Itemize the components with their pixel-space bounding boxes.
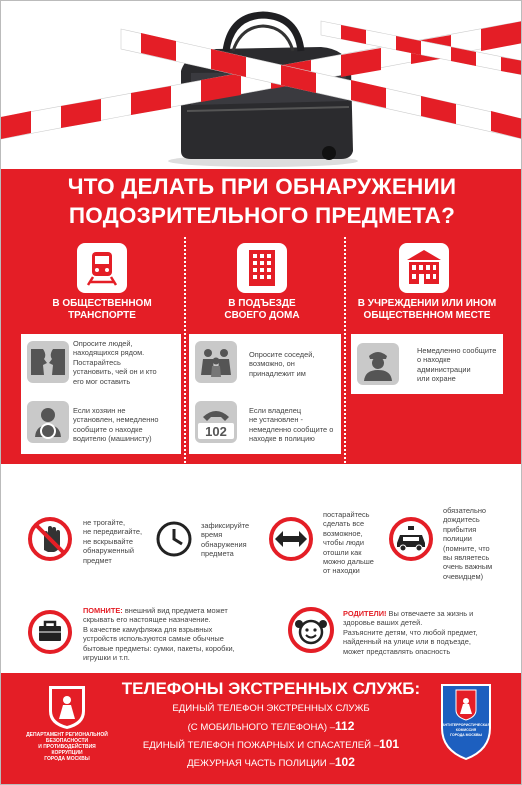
title-line-1: ЧТО ДЕЛАТЬ ПРИ ОБНАРУЖЕНИИ <box>67 174 457 199</box>
hero-illustration <box>1 1 522 169</box>
department-logo-caption: ДЕПАРТАМЕНТ РЕГИОНАЛЬНОЙ БЕЗОПАСНОСТИ И ПРОТИВОДЕЙСТВИЯ КОРРУПЦИИ ГОРОДА МОСКВЫ <box>26 732 108 762</box>
phone-number-112: 112 <box>335 719 355 733</box>
police-car-icon <box>387 516 435 562</box>
phone-line-mobile: (С МОБИЛЬНОГО ТЕЛЕФОНА) –112 <box>187 719 355 733</box>
all-cases-item-1: не трогайте, не передвигайте, не вскрывайте обнаруженный предмет <box>83 518 143 565</box>
bag-icon <box>27 609 73 655</box>
parents-note: РОДИТЕЛИ! Вы отвечаете за жизнь и здоровье ваших детей. Разъясните детям, что любой предмет, найденный на улице или в подъезде, может представлять опасность <box>343 609 478 656</box>
transport-advice-1: Опросите людей, находящихся рядом. Постарайтесь установить, чей он и кто его мог оставить <box>73 339 157 386</box>
phone-number-101: 101 <box>379 737 400 751</box>
phone-line-unified: ЕДИНЫЙ ТЕЛЕФОН ЭКСТРЕННЫХ СЛУЖБ <box>172 703 370 714</box>
remember-label: ПОМНИТЕ: <box>83 606 123 615</box>
all-cases-item-3: постарайтесь сделать все возможное, чтобы люди отошли как можно дальше от находки <box>323 510 374 576</box>
phone-102-icon <box>195 401 237 443</box>
remember-note: ПОМНИТЕ: внешний вид предмета может скрывать его настоящее назначение. В качестве камуфляжа для взрывных устройств используются самые обычные бытовые предметы: сумки, пакеты, коробки, игрушки и т.п. <box>83 606 235 663</box>
home-advice-2: Если владелец не установлен - немедленно сообщите о находке в полицию <box>249 406 334 444</box>
no-touch-icon <box>27 516 73 562</box>
commission-logo-caption: АНТИТЕРРОРИСТИЧЕСКАЯ КОМИССИЯ ГОРОДА МОСКВЫ <box>442 723 490 737</box>
institution-advice-1: Немедленно сообщите о находке администрации или охране <box>417 346 497 384</box>
all-cases-item-2: зафиксируйте время обнаружения предмета <box>201 521 250 559</box>
security-guard-icon <box>357 343 399 385</box>
phone-line-police: ДЕЖУРНАЯ ЧАСТЬ ПОЛИЦИИ –102 <box>187 755 355 769</box>
phone-line-fire: ЕДИНЫЙ ТЕЛЕФОН ПОЖАРНЫХ И СПАСАТЕЛЕЙ –101 <box>142 737 400 751</box>
phone-number-102: 102 <box>334 755 355 769</box>
emergency-phones-title: ТЕЛЕФОНЫ ЭКСТРЕННЫХ СЛУЖБ: <box>121 679 421 698</box>
faces-profile-icon <box>27 341 69 383</box>
driver-icon <box>27 401 69 443</box>
move-away-arrows-icon <box>267 516 315 562</box>
column-divider <box>344 237 346 463</box>
institution-icon <box>399 243 449 293</box>
building-icon <box>237 243 287 293</box>
column-label-transport: В ОБЩЕСТВЕННОМ ТРАНСПОРТЕ <box>52 298 152 321</box>
title-line-2: ПОДОЗРИТЕЛЬНОГО ПРЕДМЕТА? <box>68 203 456 228</box>
all-cases-heading: ВО ВСЕХ ПЕРЕЧИСЛЕННЫХ СЛУЧАЯХ: <box>96 465 428 484</box>
column-label-home: В ПОДЪЕЗДЕ СВОЕГО ДОМА <box>224 298 300 321</box>
train-icon <box>77 243 127 293</box>
child-face-icon <box>287 606 335 654</box>
page-title <box>11 172 513 230</box>
transport-advice-2: Если хозяин не установлен, немедленно сообщите о находке водителю (машинисту) <box>73 406 159 444</box>
antiterror-commission-shield-logo <box>439 682 493 762</box>
column-divider <box>184 237 186 463</box>
phone-badge-number: 102 <box>205 424 227 439</box>
clock-icon <box>155 520 193 558</box>
column-label-institution: В УЧРЕЖДЕНИИ ИЛИ ИНОМ ОБЩЕСТВЕННОМ МЕСТЕ <box>357 298 497 321</box>
parents-label: РОДИТЕЛИ! <box>343 609 387 618</box>
all-cases-item-4: обязательно дождитесь прибытия полиции (помните, что вы являетесь очень важным очевидцем) <box>443 506 493 581</box>
moscow-coat-of-arms-logo <box>45 683 89 731</box>
home-advice-1: Опросите соседей, возможно, он принадлежит им <box>249 350 315 378</box>
neighbors-icon <box>195 341 237 383</box>
